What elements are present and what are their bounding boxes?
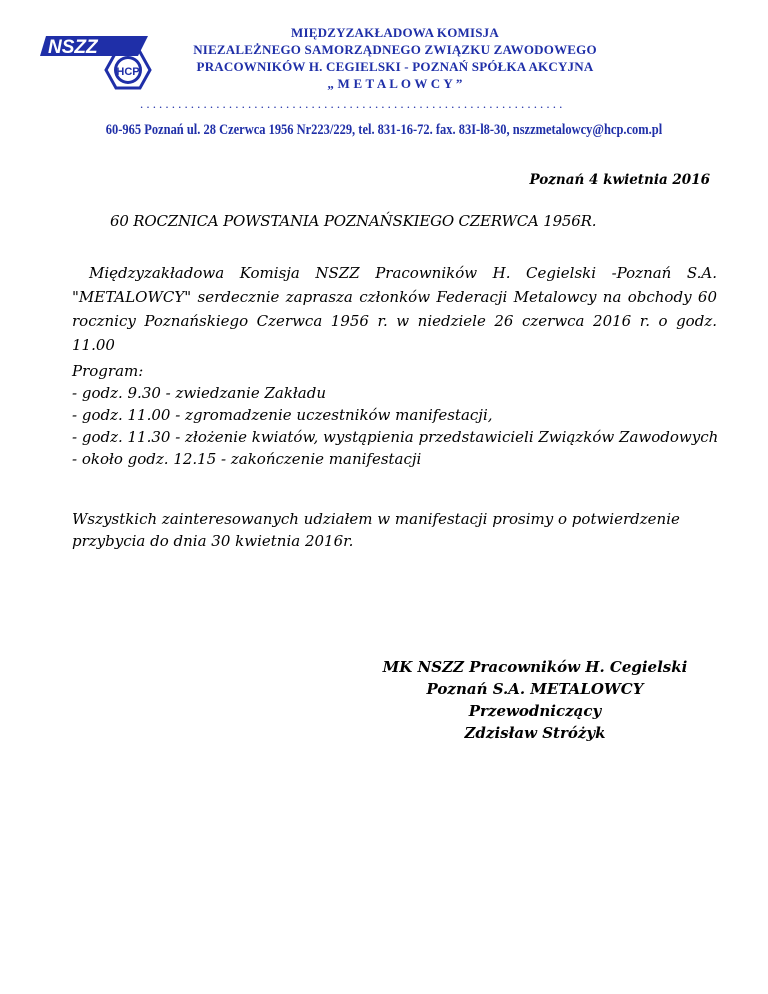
signature-line-3: Przewodniczący [468,702,602,720]
logo-nszz-text: NSZZ [48,37,98,58]
header-line-1: MIĘDZYZAKŁADOWA KOMISJA [291,25,499,40]
signature-line-1: MK NSZZ Pracowników H. Cegielski [382,658,688,676]
organization-header [160,24,630,92]
signature-block [370,656,700,744]
program-label: Program: [72,362,144,380]
program-item: - godz. 11.00 - zgromadzenie uczestników manifestacji, [72,406,493,424]
program-item: - około godz. 12.15 - zakończenie manifestacji [72,450,422,468]
letter-title: 60 ROCZNICA POWSTANIA POZNAŃSKIEGO CZERWCA 1956R. [110,212,597,230]
header-dotted-divider: ................................................................... [140,96,566,111]
header-address: 60-965 Poznań ul. 28 Czerwca 1956 Nr223/229, tel. 831-16-72. fax. 83I-l8-30, nszzmetalowcy@hcp.com.pl [105,122,663,138]
letter-date: Poznań 4 kwietnia 2016 [529,172,710,188]
program-item: - godz. 11.30 - złożenie kwiatów, wystąpienia przedstawicieli Związków Zawodowych [72,428,719,446]
program-item: - godz. 9.30 - zwiedzanie Zakładu [72,384,327,402]
letter-closing: Wszystkich zainteresowanych udziałem w manifestacji prosimy o potwierdzenie przybycia do dnia 30 kwietnia 2016r. [72,510,680,550]
letter-body: Międzyzakładowa Komisja NSZZ Pracowników H. Cegielski -Poznań S.A. "METALOWCY" serdecznie zaprasza członków Federacji Metalowcy na obchody 60 rocznicy Poznańskiego Czerwca 1956 r. w niedziele 26 czerwca 2016 r. o godz. 11.00 [72,264,717,354]
signature-line-4: Zdzisław Stróżyk [464,724,606,742]
header-line-2: NIEZALEŻNEGO SAMORZĄDNEGO ZWIĄZKU ZAWODOWEGO [193,42,597,57]
logo-hcp-text: HCP [116,66,140,78]
header-line-3: PRACOWNIKÓW H. CEGIELSKI - POZNAŃ SPÓŁKA AKCYJNA [196,59,594,74]
header-line-4: „ M E T A L O W C Y ” [327,76,463,91]
program-section [72,360,742,470]
signature-line-2: Poznań S.A. METALOWCY [426,680,644,698]
